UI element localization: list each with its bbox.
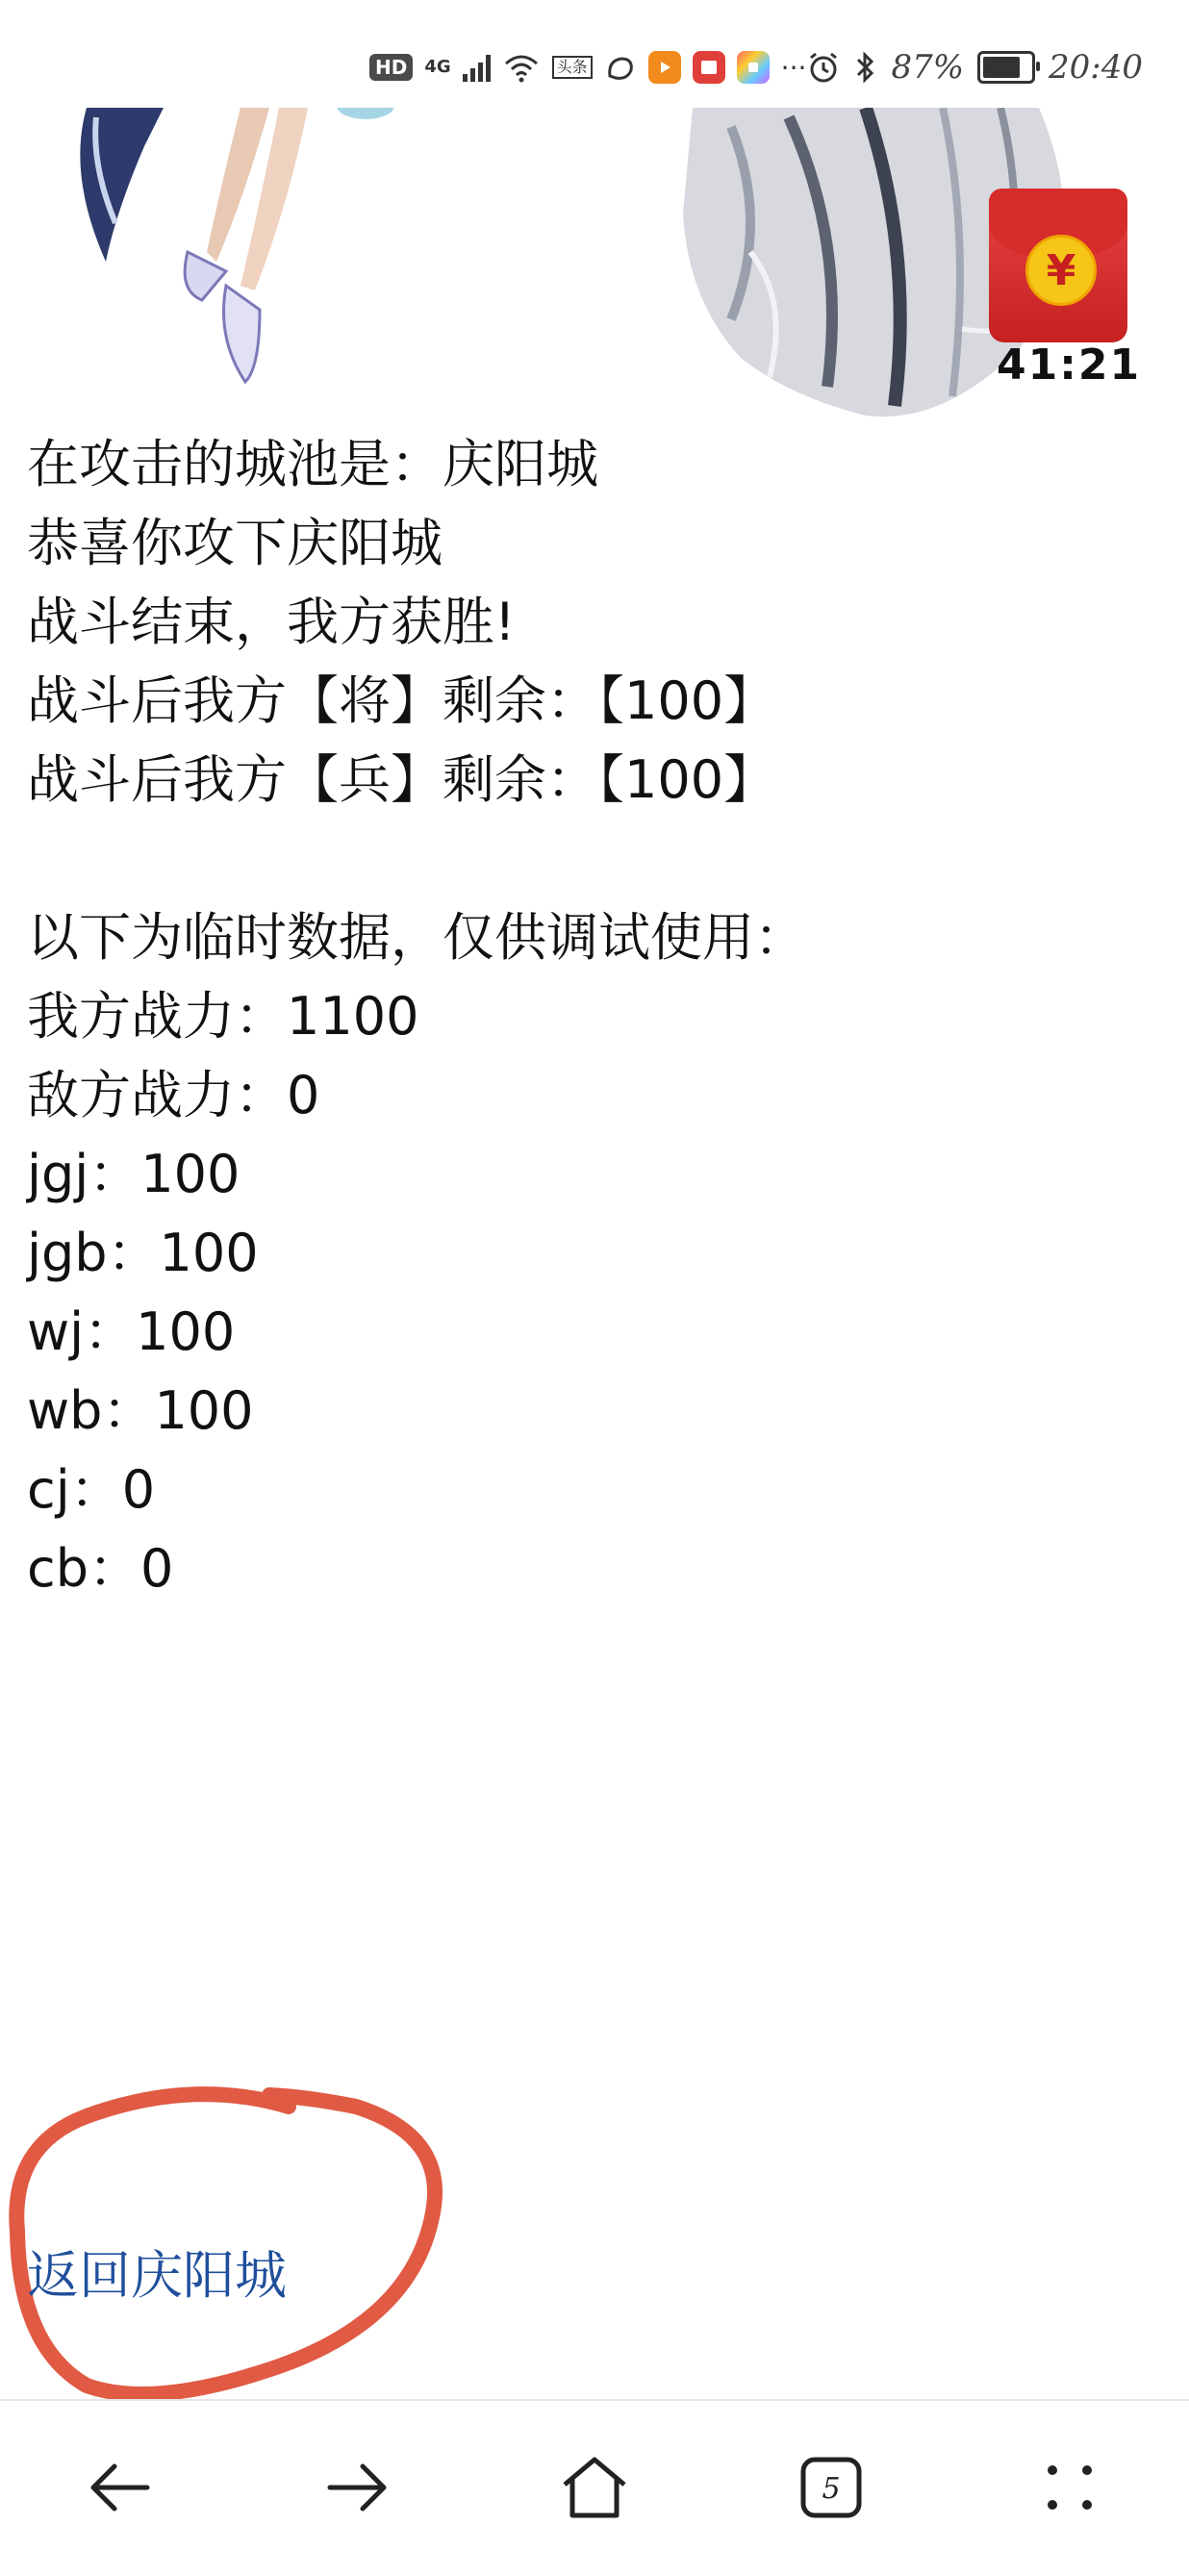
our-power: 我方战力：1100 xyxy=(27,986,419,1047)
return-city-link[interactable]: 返回庆阳城 xyxy=(27,2245,287,2306)
battery-icon xyxy=(977,51,1035,84)
debug-header: 以下为临时数据，仅供调试使用： xyxy=(27,907,806,968)
battery-percent: 87% xyxy=(891,48,965,87)
home-button[interactable] xyxy=(537,2439,652,2536)
tabs-count: 5 xyxy=(822,2472,841,2506)
signal-icon xyxy=(463,53,491,82)
menu-dots-icon xyxy=(1041,2459,1099,2516)
debug-wj: wj：100 xyxy=(27,1301,236,1362)
status-left-icons xyxy=(369,46,806,88)
back-button[interactable] xyxy=(62,2439,177,2536)
debug-cj: cj：0 xyxy=(27,1459,156,1520)
soldiers-remaining: 战斗后我方【兵】剩余：【100】 xyxy=(27,749,776,810)
squirrel-app-icon xyxy=(604,51,637,84)
reader-app-icon xyxy=(693,51,725,84)
reward-countdown: 41:21 xyxy=(997,341,1142,390)
target-city-text: 在攻击的城池是：庆阳城 xyxy=(27,434,598,494)
status-bar xyxy=(0,0,1189,108)
yuan-coin-icon: ¥ xyxy=(1025,235,1097,306)
red-packet-reward[interactable] xyxy=(989,189,1127,342)
tabs-icon xyxy=(797,2454,865,2521)
browser-nav-bar xyxy=(0,2399,1189,2576)
bluetooth-icon xyxy=(854,50,877,85)
tabs-button[interactable] xyxy=(773,2439,889,2536)
alarm-icon xyxy=(806,50,841,85)
debug-jgb: jgb：100 xyxy=(27,1223,259,1283)
debug-wb: wb：100 xyxy=(27,1380,254,1441)
hd-badge: HD xyxy=(369,54,413,81)
forward-button[interactable] xyxy=(300,2439,416,2536)
back-arrow-icon xyxy=(86,2459,153,2516)
video-app-icon xyxy=(648,51,681,84)
wifi-icon xyxy=(502,52,541,83)
forward-arrow-icon xyxy=(324,2459,392,2516)
generals-remaining: 战斗后我方【将】剩余：【100】 xyxy=(27,670,776,731)
debug-jgj: jgj：100 xyxy=(27,1144,240,1204)
network-type: 4G xyxy=(424,57,451,77)
spacer xyxy=(27,820,1162,898)
colorful-app-icon xyxy=(737,51,770,84)
status-right-icons xyxy=(806,46,1189,88)
battle-result: 战斗结束，我方获胜! xyxy=(27,592,516,652)
more-notifications-icon: ··· xyxy=(780,51,807,84)
capture-message: 恭喜你攻下庆阳城 xyxy=(27,513,443,573)
menu-button[interactable] xyxy=(1012,2439,1127,2536)
home-icon xyxy=(559,2454,630,2521)
enemy-power: 敌方战力：0 xyxy=(27,1065,320,1125)
toutiao-app-icon: 头条 xyxy=(552,56,593,79)
debug-cb: cb：0 xyxy=(27,1538,174,1599)
battle-report xyxy=(27,425,1162,1608)
clock: 20:40 xyxy=(1049,48,1143,87)
